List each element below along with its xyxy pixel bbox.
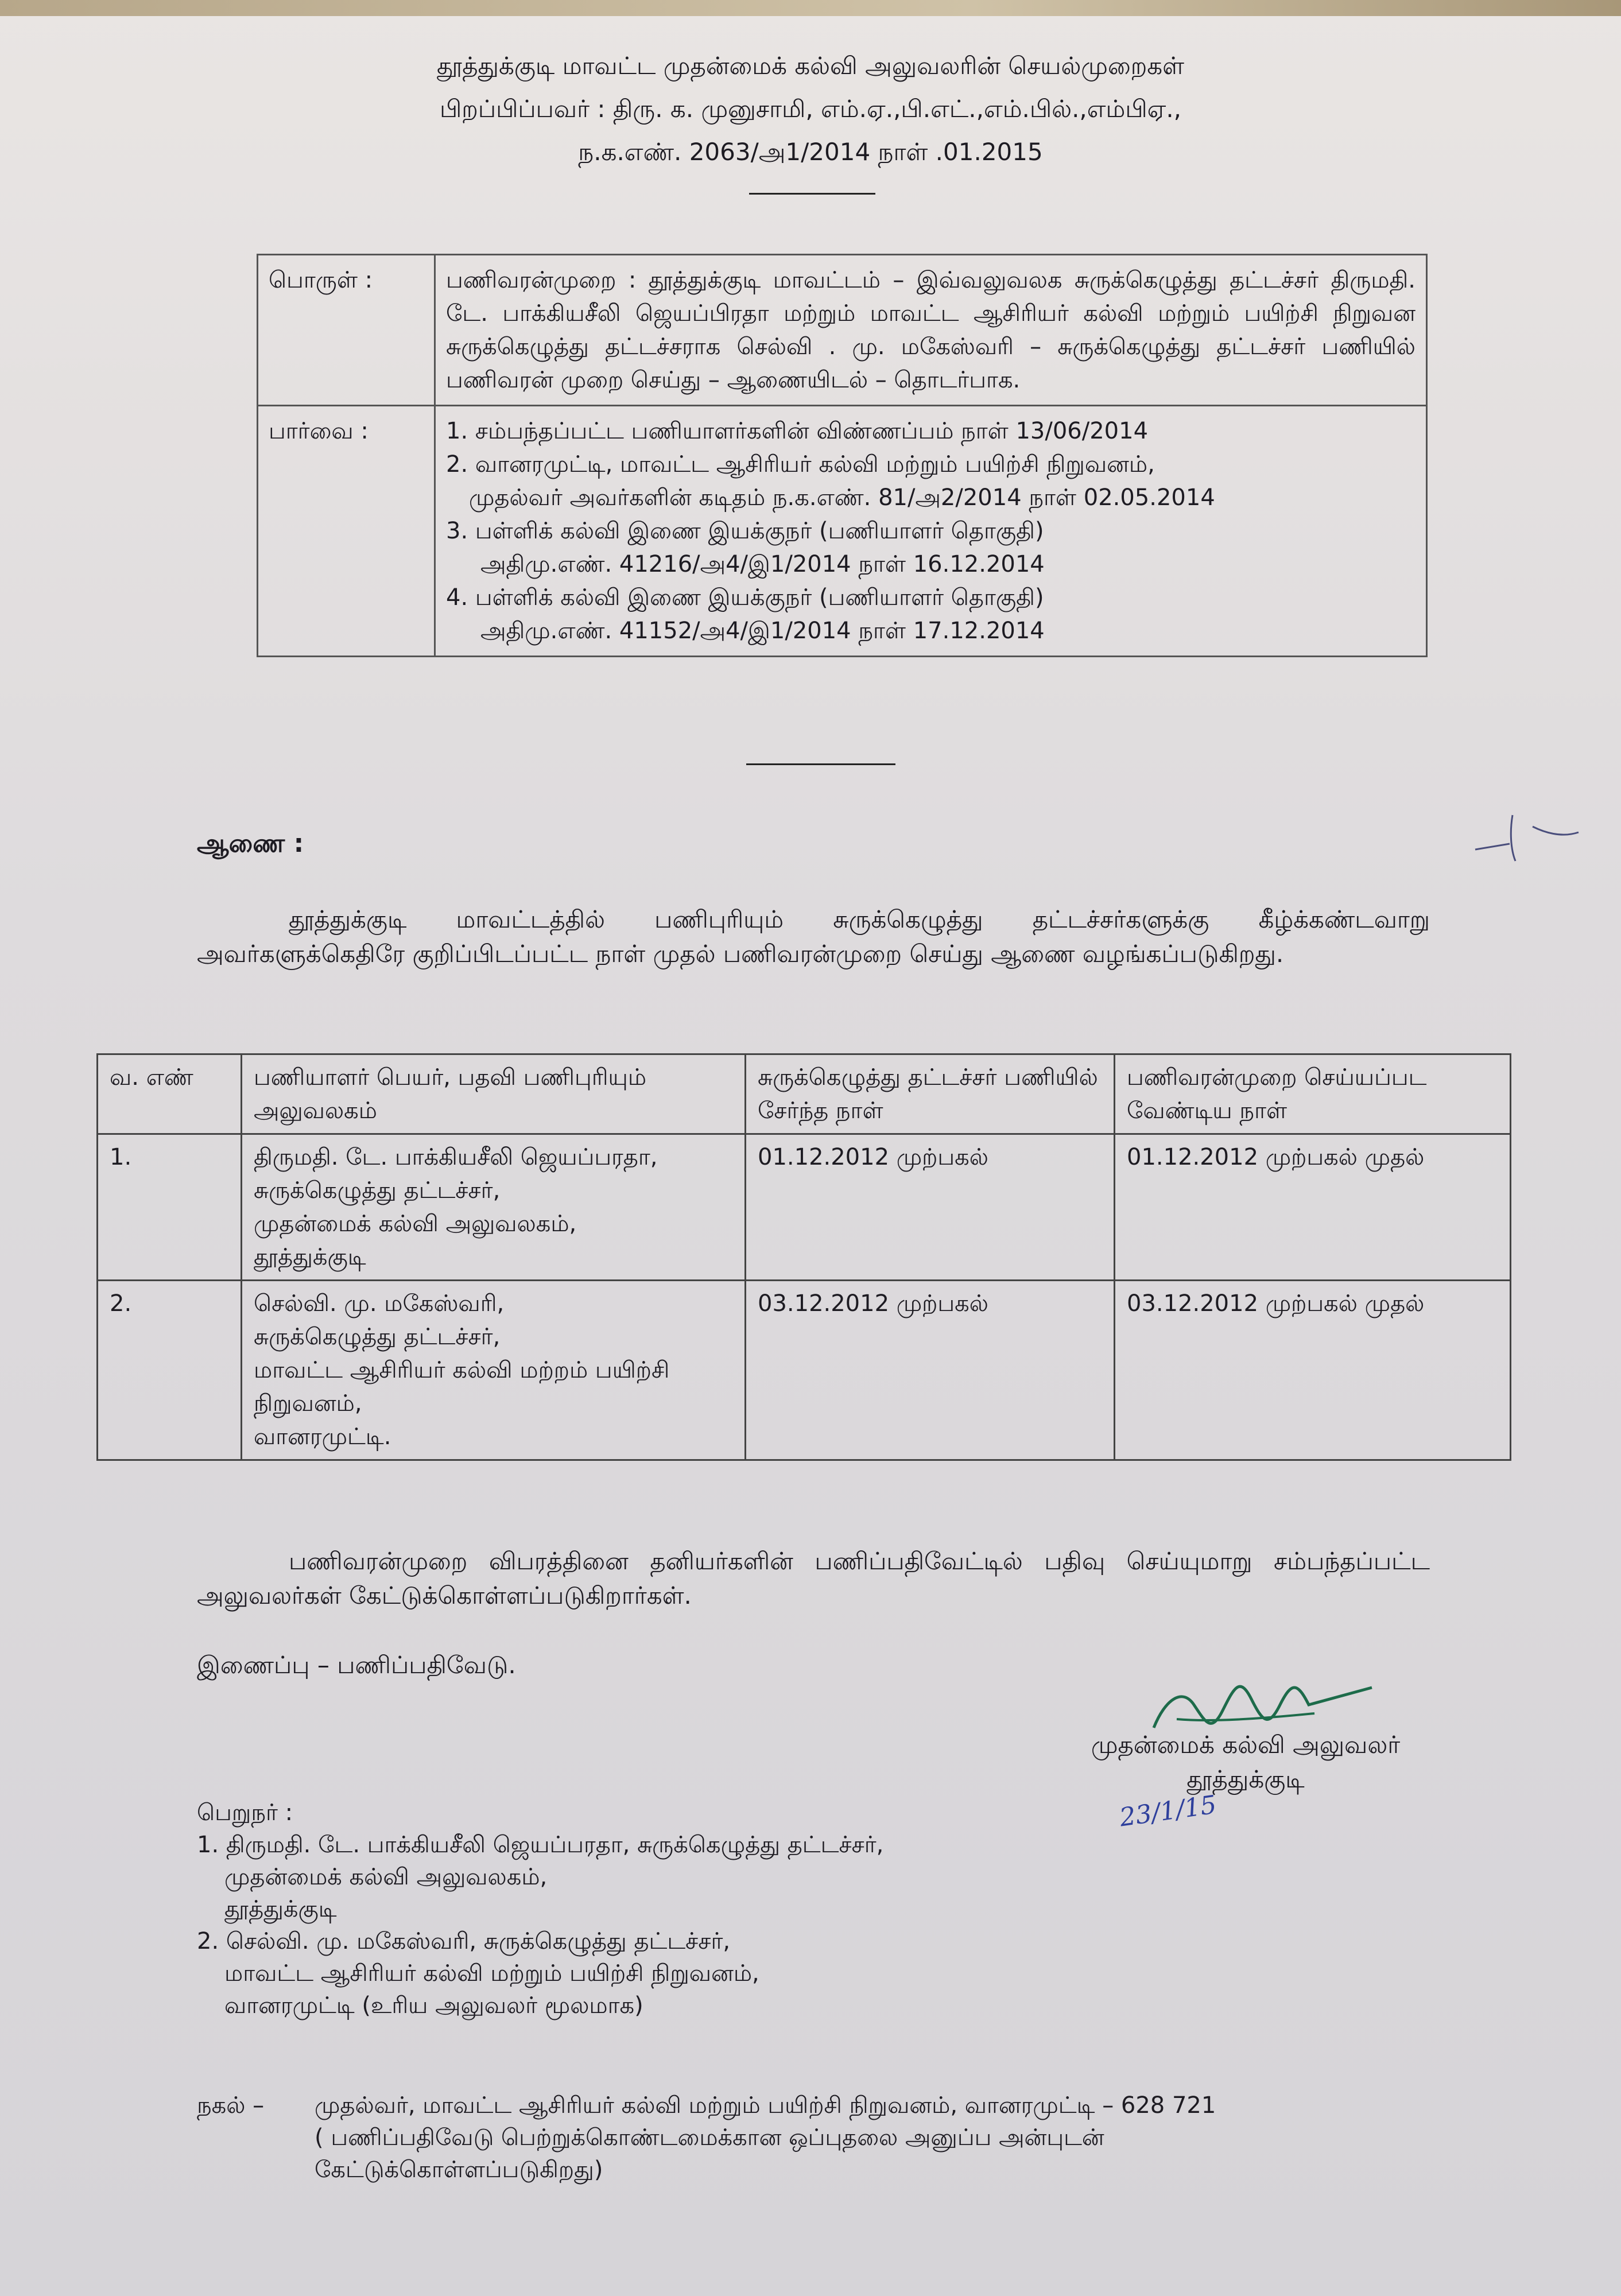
copy-row: [197, 2154, 1216, 2186]
employee-office: மாவட்ட ஆசிரியர் கல்வி மற்றம் பயிற்சி நிறுவனம்,: [254, 1357, 670, 1417]
employee-place: வானரமுட்டி.: [254, 1424, 391, 1450]
reference-item: 3. பள்ளிக் கல்வி இணை இயக்குநர் (பணியாளர் தொகுதி): [446, 518, 1044, 544]
copy-spacer: [197, 2154, 315, 2186]
header-regularised: பணிவரன்முறை செய்யப்பட வேண்டிய நாள்: [1115, 1054, 1511, 1134]
order-title: ஆணை :: [197, 829, 304, 858]
copy-line: ( பணிப்பதிவேடு பெற்றுக்கொண்டமைக்கான ஒப்புதலை அனுப்ப அன்புடன்: [315, 2124, 1104, 2151]
employee-place: தூத்துக்குடி: [254, 1244, 366, 1270]
signatory-place: தூத்துக்குடி: [1186, 1765, 1305, 1793]
table-header-row: [98, 1054, 1511, 1134]
signatory-block: [1062, 1728, 1429, 1797]
register-instruction-paragraph: பணிவரன்முறை விபரத்தினை தனியர்களின் பணிப்பதிவேட்டில் பதிவு செய்யுமாறு சம்பந்தப்பட்ட அலுவலர்கள் கேட்டுக்கொள்ளப்படுகிறார்கள்.: [197, 1547, 1430, 1609]
header-joined: சுருக்கெழுத்து தட்டச்சர் பணியில் சேர்ந்த நாள்: [746, 1054, 1115, 1134]
copy-line: கேட்டுக்கொள்ளப்படுகிறது): [315, 2157, 603, 2183]
reference-item-cont: முதல்வர் அவர்களின் கடிதம் ந.க.எண். 81/அ2/2014 நாள் 02.05.2014: [469, 484, 1215, 511]
regularised-date: 03.12.2012 முற்பகல் முதல்: [1115, 1281, 1511, 1460]
joined-date: 01.12.2012 முற்பகல்: [746, 1134, 1115, 1281]
references-row: [258, 406, 1427, 657]
employee-name: செல்வி. மு. மகேஸ்வரி,: [254, 1290, 505, 1317]
subject-text: பணிவரன்முறை : தூத்துக்குடி மாவட்டம் – இவ்வலுவலக சுருக்கெழுத்து தட்டச்சர் திருமதி. டே. பாக்கியசீலி ஜெயப்பிரதா மற்றும் மாவட்ட ஆசிரியர் கல்வி மற்றும் பயிற்சி நிறுவன சுருக்கெழுத்து தட்டச்சராக செல்வி . மு. மகேஸ்வரி – சுருக்கெழுத்து தட்டச்சர் பணியில் பணிவரன் முறை செய்து – ஆணையிடல் – தொடர்பாக.: [435, 255, 1427, 406]
subject-row: [258, 255, 1427, 406]
reference-item: 1. சம்பந்தப்பட்ட பணியாளர்களின் விண்ணப்பம் நாள் 13/06/2014: [446, 418, 1149, 444]
joined-date: 03.12.2012 முற்பகல்: [746, 1281, 1115, 1460]
references-label: பார்வை :: [258, 406, 435, 657]
recipient-first-line: 2. செல்வி. மு. மகேஸ்வரி, சுருக்கெழுத்து தட்டச்சர்,: [197, 1928, 731, 1954]
reference-number-line: ந.க.எண். 2063/அ1/2014 நாள் .01.2015: [578, 138, 1043, 166]
recipient-item: [197, 1925, 883, 2022]
recipients-block: [197, 1797, 883, 2022]
reference-item: 4. பள்ளிக் கல்வி இணை இயக்குநர் (பணியாளர் தொகுதி): [446, 584, 1044, 611]
office-title: தூத்துக்குடி மாவட்ட முதன்மைக் கல்வி அலுவலரின் செயல்முறைகள்: [436, 52, 1185, 80]
copy-spacer: [197, 2122, 315, 2154]
employee-name: திருமதி. டே. பாக்கியசீலி ஜெயப்பரதா,: [254, 1144, 658, 1170]
handwritten-date: 23/1/15: [1118, 1790, 1219, 1833]
copy-row: [197, 2122, 1216, 2154]
copy-label: நகல் –: [197, 2092, 265, 2119]
recipient-office: முதன்மைக் கல்வி அலுவலகம்,: [224, 1864, 548, 1890]
employee-office: முதன்மைக் கல்வி அலுவலகம்,: [254, 1211, 577, 1237]
issuer-line: பிறப்பிப்பவர் : திரு. க. முனுசாமி, எம்.ஏ.,பி.எட்.,எம்.பில்.,எம்பிஏ.,: [439, 95, 1182, 123]
copy-row: [197, 2089, 1216, 2122]
employee-details: [242, 1134, 746, 1281]
subject-label: பொருள் :: [258, 255, 435, 406]
desk-edge: [0, 0, 1621, 16]
table-row: [98, 1281, 1511, 1460]
recipient-office: மாவட்ட ஆசிரியர் கல்வி மற்றும் பயிற்சி நிறுவனம்,: [224, 1960, 759, 1987]
copy-line: முதல்வர், மாவட்ட ஆசிரியர் கல்வி மற்றும் பயிற்சி நிறுவனம், வானரமுட்டி – 628 721: [315, 2092, 1216, 2119]
copy-block: [197, 2089, 1216, 2186]
reference-separator: [746, 763, 895, 765]
signatory-title: முதன்மைக் கல்வி அலுவலர்: [1091, 1731, 1401, 1759]
recipient-place: தூத்துக்குடி: [224, 1896, 337, 1922]
header-separator: [749, 193, 875, 195]
regularised-date: 01.12.2012 முற்பகல் முதல்: [1115, 1134, 1511, 1281]
table-row: [98, 1134, 1511, 1281]
employee-post: சுருக்கெழுத்து தட்டச்சர்,: [254, 1324, 501, 1350]
employee-post: சுருக்கெழுத்து தட்டச்சர்,: [254, 1177, 501, 1204]
recipient-place: வானரமுட்டி (உரிய அலுவலர் மூலமாக): [224, 1992, 643, 2019]
order-paragraph: தூத்துக்குடி மாவட்டத்தில் பணிபுரியும் சுருக்கெழுத்து தட்டச்சர்களுக்கு கீழ்க்கண்டவாறு அவர்களுக்கெதிரே குறிப்பிடப்பட்ட நாள் முதல் பணிவரன்முறை செய்து ஆணை வழங்கப்படுகிறது.: [197, 905, 1430, 968]
employee-details: [242, 1281, 746, 1460]
serial-number: 2.: [98, 1281, 242, 1460]
recipients-label: பெறுநர் :: [197, 1799, 293, 1826]
reference-item-cont: அதிமு.எண். 41216/அ4/இ1/2014 நாள் 16.12.2014: [480, 551, 1045, 577]
header-serial: வ. எண்: [98, 1054, 242, 1134]
annexure-line: இணைப்பு – பணிப்பதிவேடு.: [197, 1651, 516, 1679]
header-name: பணியாளர் பெயர், பதவி பணிபுரியும் அலுவலகம்: [242, 1054, 746, 1134]
subject-reference-table: [257, 254, 1428, 657]
reference-item-cont: அதிமு.எண். 41152/அ4/இ1/2014 நாள் 17.12.2014: [480, 618, 1045, 644]
recipient-first-line: 1. திருமதி. டே. பாக்கியசீலி ஜெயப்பரதா, சுருக்கெழுத்து தட்டச்சர்,: [197, 1832, 884, 1858]
reference-item: 2. வானரமுட்டி, மாவட்ட ஆசிரியர் கல்வி மற்றும் பயிற்சி நிறுவனம்,: [446, 451, 1155, 478]
pen-mark-icon: [1469, 804, 1584, 872]
staff-table: [96, 1053, 1511, 1461]
references-list: [435, 406, 1427, 657]
recipient-item: [197, 1829, 883, 1925]
serial-number: 1.: [98, 1134, 242, 1281]
